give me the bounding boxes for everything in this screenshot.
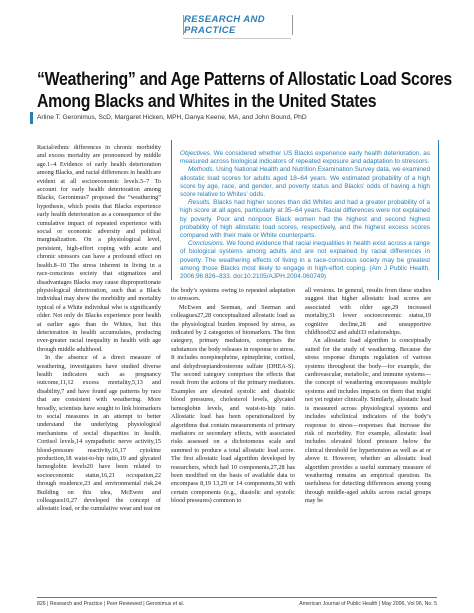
footer-left: 826 | Research and Practice | Peer Reviewed | Geronimus et al. [37, 601, 185, 607]
body-paragraph: In the absence of a direct measure of weathering, investigators have studied diverse health indicators such as pregnancy outcome,11,12 excess mortality,5,13 and disability,7 and have found age patterns by race that are consistent with weathering. More broadly, scientists have sought to link biomarkers to social measures in an attempt to better understand the underlying physiological mechanisms of social disparities in health. Cortisol levels,14 sympathetic nerve activity,15 blood-pressure reactivity,16,17 cytokine production,18 waist-to-hip ratio,19 and glycated hemoglobin levels20 have been related to socioeconomic status,16,21 occupation,22 through residence,23 and environmental risk.24 Building on this idea, McEwen and colleagues10,27 developed the concept of allostatic load, or the cumulative wear and tear on [37, 354, 161, 513]
footer-right: American Journal of Public Health | May 2006, Vol 96, No. 5 [299, 601, 437, 607]
section-rule [183, 38, 291, 39]
body-paragraph: An allostatic load algorithm is conceptually suited for the study of weathering. Because the stress response disrupts regulation of various systems throughout the body—for example, the cardiovascular, metabolic, and immune systems—the concept of weathering encompasses multiple systems and includes impacts on them that might not yet register clinically. Similarly, allostatic load is measured across physiological systems and includes subclinical indicators of the body’s response to stress—responses that increase the risk of morbidity. For example, allostatic load includes elevated blood pressure below the clinical threshold for hypertension as well as at or above it. However, whether an allostatic load algorithm provides a useful summary measure of weathering remains an empirical question. Its usefulness for detecting differences among young through middle-aged adults across racial groups may be [305, 337, 431, 505]
section-header: RESEARCH AND PRACTICE [183, 15, 293, 35]
body-paragraph: McEwen and Seeman, and Seeman and colleagues27,28 conceptualized allostatic load as the physiological burden imposed by stress, as indicated by 2 categories of biomarkers. The first category, primary mediators, comprises the substances the body releases in response to stress. It includes norepinephrine, epinephrine, cortisol, and dehydroepiandrosterone sulfate (DHEA-S). The second category comprises the effects that result from the actions of the primary mediators. Examples are elevated systolic and diastolic blood pressures, cholesterol levels, glycated hemoglobin levels, and waist-to-hip ratio. Allostatic load has been operationalized by algorithms that contain measurements of primary mediators or secondary effects, with associated risks assessed on a dichotomous scale and summed to produce a total allostatic load score. The first allostatic load algorithm developed by researchers, which had 10 components,27,28 has been modified on the basis of available data to encompass 8,19 13,29 or 14 components,30 with certain components (e.g., diastolic and systolic blood pressures) common to [171, 303, 295, 505]
body-column-1 [37, 144, 161, 514]
title-line-2: Among Blacks and Whites in the United States [37, 90, 377, 111]
authors-accent-bar [30, 112, 33, 124]
body-column-3 [305, 287, 431, 506]
abstract-results: Results. Blacks had higher scores than did Whites and had a greater probability of a high score at all ages, particularly at 35–64 years. Racial differences were not explained by poverty. Poor and nonpoor Black women had the highest and second highest probability of high allostatic load scores, respectively, and the highest excess scores compared with their male or White counterparts. [180, 199, 430, 240]
abstract [180, 150, 430, 281]
title-line-1: “Weathering” and Age Patterns of Allostatic Load Scores [37, 68, 452, 89]
body-paragraph: the body’s systems owing to repeated adaptation to stressors. [171, 287, 295, 303]
body-column-2 [171, 287, 295, 506]
abstract-objectives: Objectives. We considered whether US Blacks experience early health deterioration, as measured across biological indicators of repeated exposure and adaptation to stressors. [180, 150, 430, 166]
footer-rule [37, 597, 437, 598]
body-paragraph: Racial/ethnic differences in chronic morbidity and excess mortality are pronounced by middle age.1–4 Evidence of early health deterioration among Blacks, and racial differences in health are evident at all socioeconomic levels.5–7 To account for early health deterioration among Blacks, Geronimus7 proposed the “weathering” hypothesis, which posits that Blacks experience early health deterioration as a consequence of the cumulative impact of repeated experience with social or economic adversity and political marginalization. On a physiological level, persistent, high-effort coping with acute and chronic stressors can have a profound effect on health.8–10 The stress inherent in living in a race-conscious society that stigmatizes and disadvantages Blacks may cause disproportionate physiological deterioration, such that a Black individual may show the morbidity and mortality typical of a White individual who is significantly older. Not only do Blacks experience poor health at earlier ages than do Whites, but this deterioration in health accumulates, producing ever-greater racial inequality in health with age through middle adulthood. [37, 144, 161, 353]
body-paragraph: all versions. In general, results from these studies suggest that higher allostatic load scores are associated with older age,29 increased mortality,31 lower socioeconomic status,19 cognitive decline,28 and unsupportive childhood32 and adult33 relationships. [305, 287, 431, 337]
abstract-conclusions: Conclusions. We found evidence that racial inequalities in health exist across a range of biological systems among adults and are not explained by racial differences in poverty. The weathering effects of living in a race-conscious society may be greatest among those Blacks most likely to engage in high-effort coping. (Am J Public Health. 2006;96:826–833. doi:10.2105/AJPH.2004.060749) [180, 240, 430, 281]
author-list: Arline T. Geronimus, ScD, Margaret Hicken, MPH, Danya Keene, MA, and John Bound, PhD [37, 114, 307, 121]
abstract-methods: Methods. Using National Health and Nutrition Examination Survey data, we examined allostatic load scores for adults aged 18–64 years. We estimated probability of a high score by age, race, and gender, and poverty status and Blacks’ odds of having a high score relative to Whites’ odds. [180, 166, 430, 199]
article-title [37, 68, 452, 112]
